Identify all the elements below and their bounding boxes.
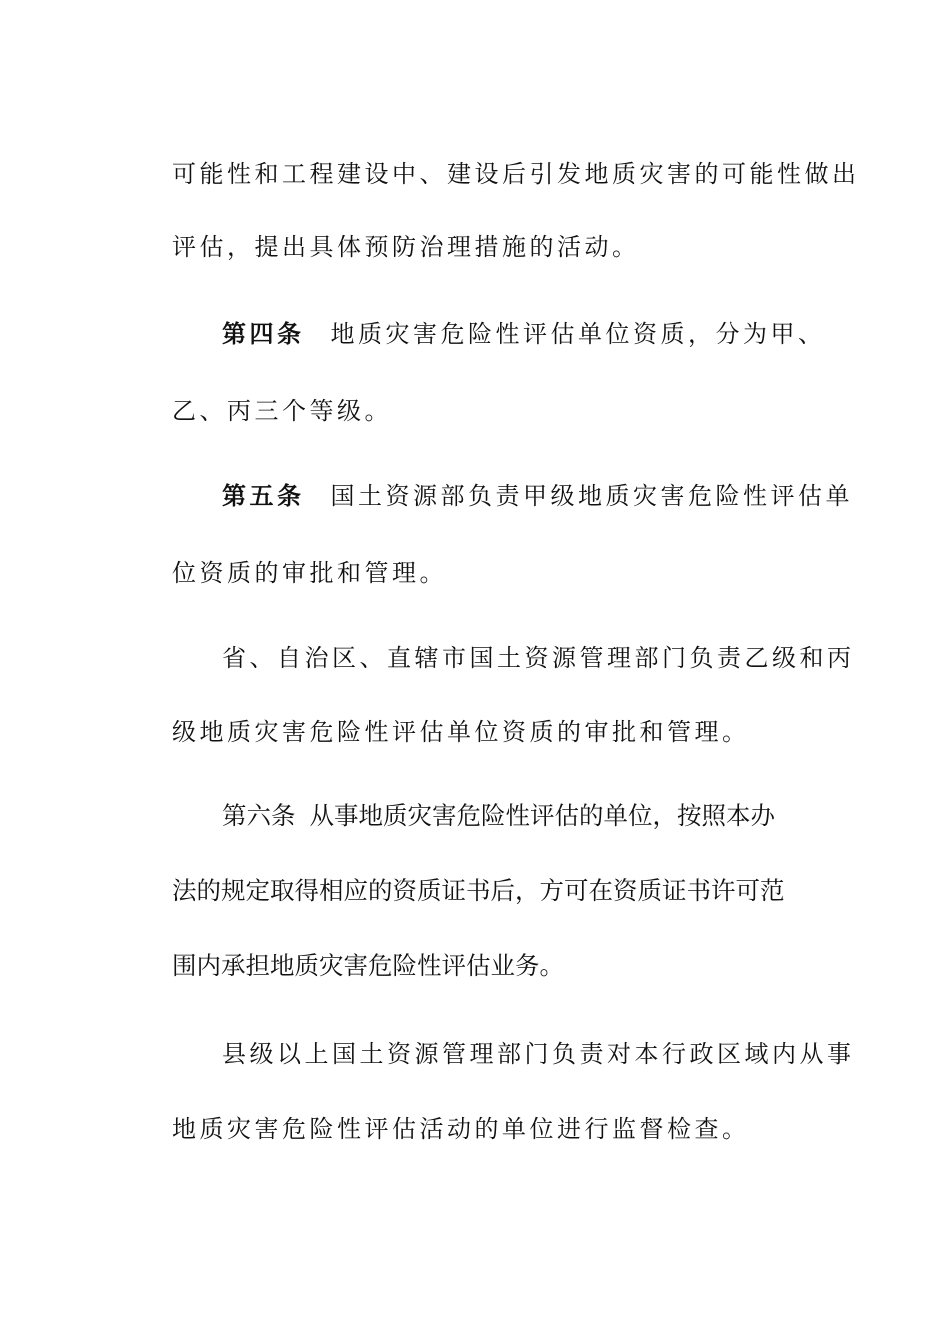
article-5-line-2: 位资质的审批和管理。 [172, 559, 447, 587]
paragraph-1-line-2: 评估，提出具体预防治理措施的活动。 [172, 233, 640, 261]
article-4-text: 地质灾害危险性评估单位资质，分为甲、 [330, 320, 826, 348]
article-6-label: 第六条 [222, 801, 296, 830]
article-4-line-1 [222, 318, 832, 350]
paragraph-5b-line-2: 级地质灾害危险性评估单位资质的审批和管理。 [172, 718, 750, 746]
article-5-label: 第五条 [222, 481, 305, 510]
article-6-line-1 [222, 800, 832, 832]
paragraph-5b-line-1: 省、自治区、直辖市国土资源管理部门负责乙级和丙 [222, 644, 855, 672]
article-5-line-1 [222, 480, 853, 512]
article-6-line-3: 围内承担地质灾害危险性评估业务。 [172, 951, 564, 980]
article-6-line-2: 法的规定取得相应的资质证书后，方可在资质证书许可范 [172, 876, 785, 905]
paragraph-6b-line-2: 地质灾害危险性评估活动的单位进行监督检查。 [172, 1115, 750, 1143]
paragraph-1-line-1: 可能性和工程建设中、建设后引发地质灾害的可能性做出 [172, 160, 860, 188]
article-4-line-2: 乙、丙三个等级。 [172, 397, 392, 425]
paragraph-6b-line-1: 县级以上国土资源管理部门负责对本行政区域内从事 [222, 1040, 855, 1068]
article-6-text: 从事地质灾害危险性评估的单位，按照本办 [309, 801, 775, 830]
article-5-text: 国土资源部负责甲级地质灾害危险性评估单 [330, 482, 853, 510]
article-4-label: 第四条 [222, 319, 305, 348]
